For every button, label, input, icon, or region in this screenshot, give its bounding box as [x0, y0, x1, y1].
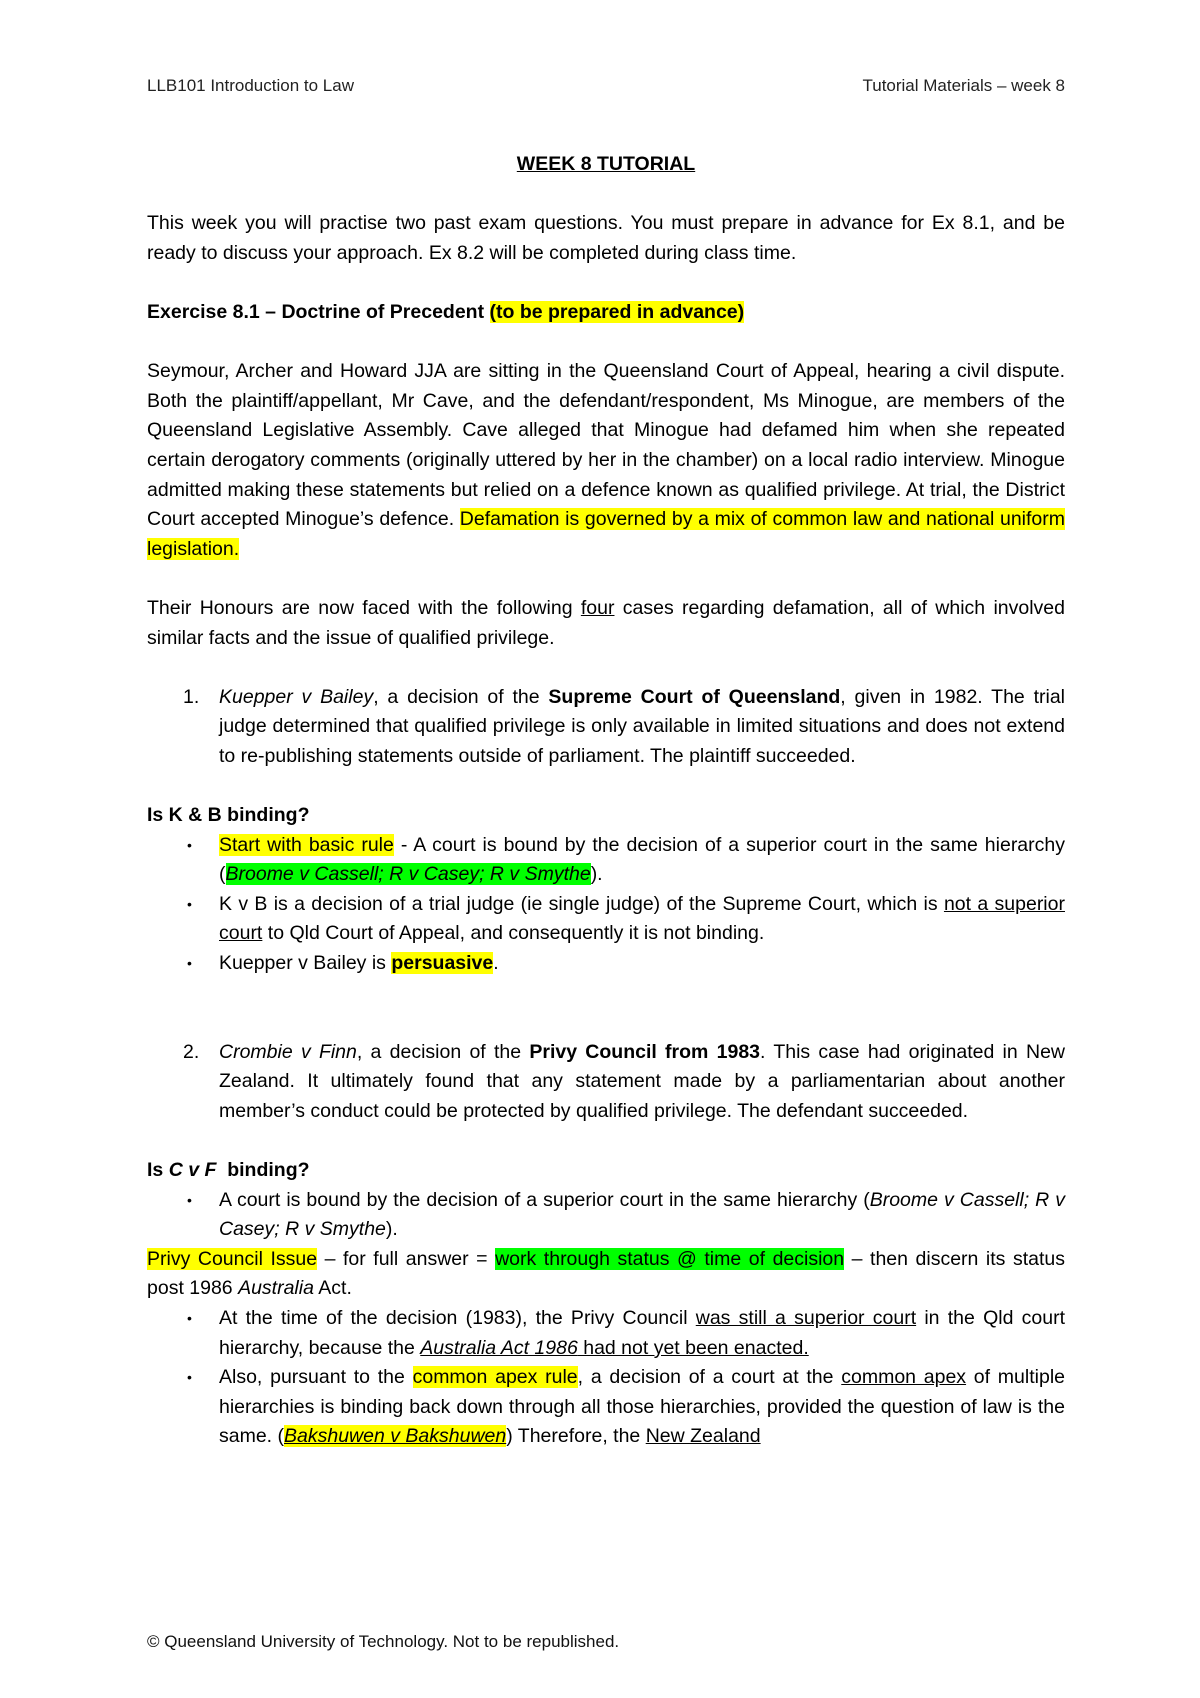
bullet-icon: •: [187, 955, 192, 972]
bakshuwen-case: Bakshuwen v Bakshuwen: [284, 1425, 507, 1448]
bullet-text: .: [493, 952, 499, 975]
case-item-1: [147, 683, 1065, 772]
cases-intro-four: four: [580, 596, 615, 619]
case-name: Kuepper v Bailey: [219, 685, 374, 708]
case-number: 1.: [183, 685, 200, 708]
scenario-text: Seymour, Archer and Howard JJA are sitting in the Queensland Court of Appeal, hearing a civil dispute. Both the plaintiff/appellant, Mr Cave, and the defendant/respondent, Ms Minogue, are members of the Queensland Legislative Assembly. Cave alleged that Minogue had defamed him when she repeated certain derogatory comments (originally uttered by her in the chamber) on a local radio interview. Minogue admitted making these statements but relied on a defence known as qualified privilege. At trial, the District Court accepted Minogue’s defence.: [147, 360, 1065, 531]
bullet-text: Also, pursuant to the: [219, 1366, 413, 1389]
case-court: Supreme Court of Queensland: [548, 685, 841, 708]
common-apex-highlight: common apex rule: [412, 1366, 578, 1389]
bullet-item: [147, 831, 1065, 890]
bullet-text: to Qld Court of Appeal, and consequently it is not binding.: [262, 922, 765, 945]
new-zealand-underline: New Zealand: [645, 1425, 761, 1448]
privy-council-issue: [147, 1245, 1065, 1304]
case-court: Privy Council from 1983: [529, 1040, 761, 1063]
issue-text: – for full answer =: [317, 1247, 496, 1270]
persuasive-highlight: persuasive: [391, 952, 494, 975]
case-text: , given in 1982. The trial judge determined that qualified privilege is only available in limited situations and does not extend to re-publishing statements outside of parliament. The plaintiff succeeded.: [219, 685, 1066, 767]
bullet-text: ).: [590, 863, 603, 886]
bullet-text: - A court is bound by the decision of a superior court in the same hierarchy (: [219, 833, 1065, 886]
superior-court-underline: was still a superior court: [695, 1306, 917, 1329]
bullet-text: ) Therefore, the: [506, 1425, 646, 1448]
exercise-heading: [147, 298, 1065, 328]
case-text: . This case had originated in New Zealand. It ultimately found that any statement made by a parliamentarian about another member’s conduct could be protected by qualified privilege. The defendant succeeded.: [219, 1040, 1065, 1122]
cases-intro-paragraph: [147, 594, 1065, 653]
bullet-text: K v B is a decision of a trial judge (ie single judge) of the Supreme Court, which is: [219, 892, 944, 915]
bullet-text: At the time of the decision (1983), the Privy Council: [219, 1306, 696, 1329]
case-text: , a decision of the: [373, 685, 549, 708]
case-name: Crombie v Finn: [219, 1040, 357, 1063]
status-highlight: work through status @ time of decision: [495, 1247, 845, 1270]
page-title: WEEK 8 TUTORIAL: [516, 153, 696, 175]
exercise-prep-highlight: (to be prepared in advance): [489, 300, 745, 323]
document-body: [147, 150, 1065, 1452]
exercise-heading-text: Exercise 8.1 – Doctrine of Precedent: [147, 300, 485, 323]
footer-copyright: © Queensland University of Technology. Not to be republished.: [147, 1632, 620, 1651]
bullet-icon: •: [187, 895, 192, 912]
case-number: 2.: [183, 1040, 200, 1063]
bullet-text: A court is bound by the decision of a superior court in the same hierarchy (: [219, 1188, 870, 1211]
bullet-item: [147, 1186, 1065, 1245]
bullet-text: , a decision of a court at the: [577, 1366, 842, 1389]
privy-council-highlight: Privy Council Issue: [147, 1247, 318, 1270]
case-item-2: [147, 1038, 1065, 1127]
scenario-paragraph: [147, 357, 1065, 564]
case-text: , a decision of the: [356, 1040, 530, 1063]
cases-intro-pre: Their Honours are now faced with the following: [147, 596, 581, 619]
bullet-icon: •: [187, 836, 192, 853]
intro-paragraph: This week you will practise two past exam questions. You must prepare in advance for Ex 8.1, and be ready to discuss your approach. Ex 8.2 will be completed during class time.: [147, 212, 1065, 264]
heading-case: C v F: [168, 1159, 217, 1181]
bullet-text: Kuepper v Bailey is: [219, 952, 392, 975]
question-2-heading: [147, 1156, 1065, 1186]
bullet-item: [147, 949, 1065, 979]
bullet-text: ).: [385, 1218, 398, 1241]
case-citations: Broome v Cassell; R v Casey; R v Smythe: [219, 1188, 1065, 1241]
bullet-icon: •: [187, 1191, 192, 1208]
bullet-item: [147, 1363, 1065, 1452]
bullet-text: in the Qld court hierarchy, because the: [219, 1306, 1065, 1359]
scenario-highlight: Defamation is governed by a mix of common law and national uniform legislation.: [147, 508, 1065, 560]
header-materials: Tutorial Materials – week 8: [862, 76, 1065, 95]
heading-text: binding?: [216, 1159, 310, 1181]
heading-text: Is: [147, 1159, 169, 1181]
act-underline: Australia Act 1986: [420, 1336, 578, 1359]
bullet-item: [147, 890, 1065, 949]
issue-text: Act.: [313, 1277, 352, 1300]
not-enacted-underline: had not yet been enacted.: [577, 1336, 809, 1359]
cases-intro-post: cases regarding defamation, all of which involved similar facts and the issue of qualified privilege.: [147, 596, 1065, 649]
not-superior-underline: not a superior court: [219, 892, 1065, 945]
common-apex-underline: common apex: [841, 1366, 967, 1389]
case-citations-highlight: Broome v Cassell; R v Casey; R v Smythe: [225, 863, 591, 886]
act-name: Australia: [238, 1277, 314, 1300]
bullet-icon: •: [187, 1369, 192, 1386]
bullet-icon: •: [187, 1309, 192, 1326]
bullet-text: of multiple hierarchies is binding back down through all those hierarchies, provided the question of law is the same. (: [219, 1366, 1066, 1448]
question-1-heading: Is K & B binding?: [147, 804, 310, 827]
bullet-item: [147, 1304, 1065, 1363]
header-course: LLB101 Introduction to Law: [147, 76, 354, 95]
issue-text: – then discern its status post 1986: [147, 1247, 1065, 1300]
basic-rule-highlight: Start with basic rule: [219, 833, 394, 856]
